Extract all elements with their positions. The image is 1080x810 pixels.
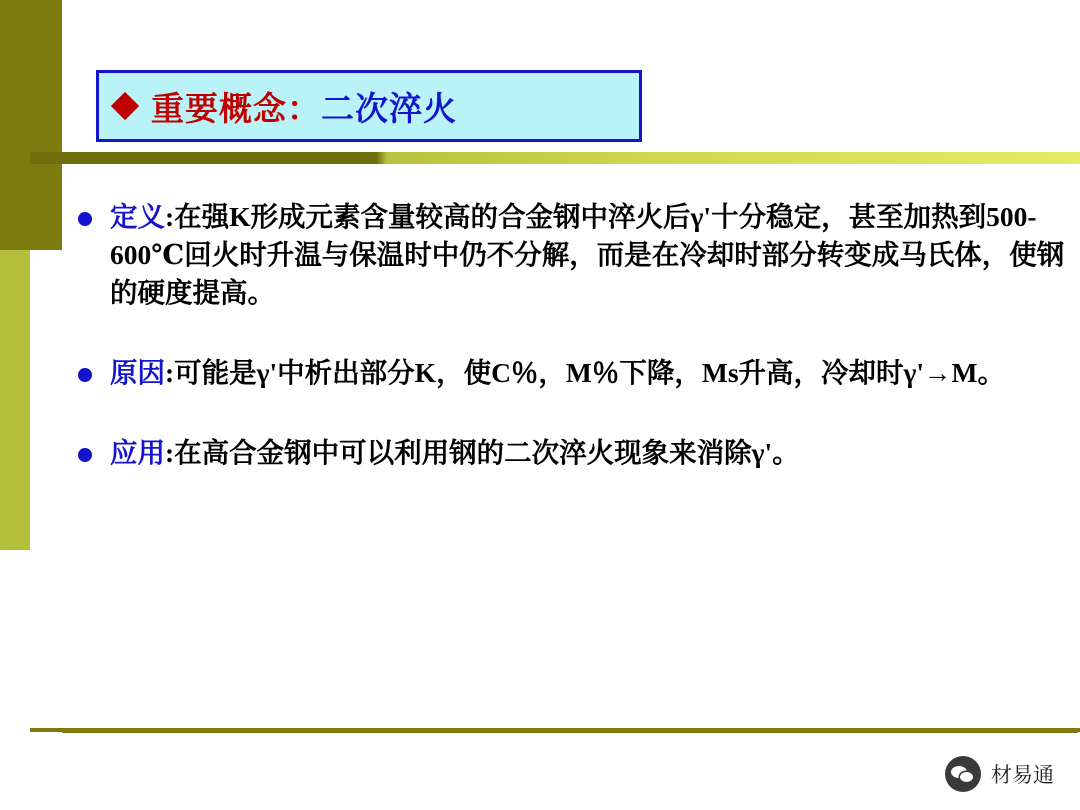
bullet-body	[110, 434, 800, 472]
list-item	[78, 434, 1068, 472]
header-gradient-rule	[30, 152, 1080, 164]
bullet-separator: :	[165, 201, 175, 232]
watermark-label: 材易通	[991, 763, 1054, 787]
bullet-list	[78, 198, 1068, 514]
bullet-content: 可能是γ'中析出部分K，使C％，M％下降，Ms升高，冷却时γ'→M。	[174, 356, 1005, 388]
list-item	[78, 198, 1068, 312]
title-label: 重要概念	[151, 91, 287, 128]
title-separator: ：	[287, 91, 321, 128]
bullet-body	[110, 198, 1068, 312]
title-banner	[96, 70, 642, 142]
wechat-icon	[945, 756, 981, 792]
bullet-separator: :	[165, 356, 175, 388]
bullet-content: 在高合金钢中可以利用钢的二次淬火现象来消除γ'。	[174, 436, 800, 468]
watermark	[945, 756, 1054, 792]
bullet-label: 定义	[110, 201, 165, 232]
bullet-dot-icon	[78, 448, 92, 462]
left-decor-inner-block	[30, 0, 62, 160]
bullet-separator: :	[165, 436, 175, 468]
diamond-icon	[111, 92, 139, 120]
bullet-dot-icon	[78, 368, 92, 382]
bullet-body	[110, 354, 1005, 392]
list-item	[78, 354, 1068, 392]
footer-rule	[30, 728, 1080, 732]
bullet-dot-icon	[78, 212, 92, 226]
title-topic: 二次淬火	[321, 91, 457, 128]
bullet-content: 在强K形成元素含量较高的合金钢中淬火后γ'十分稳定，甚至加热到500-600℃回火时升温与保温时中仍不分解，而是在冷却时部分转变成马氏体，使钢的硬度提高。	[110, 201, 1065, 308]
left-decor-bar-bottom	[0, 550, 30, 810]
left-decor-lower-block	[0, 160, 62, 250]
bullet-label: 原因	[110, 356, 165, 388]
left-decor-bar-olive	[0, 250, 30, 550]
bullet-label: 应用	[110, 436, 165, 468]
